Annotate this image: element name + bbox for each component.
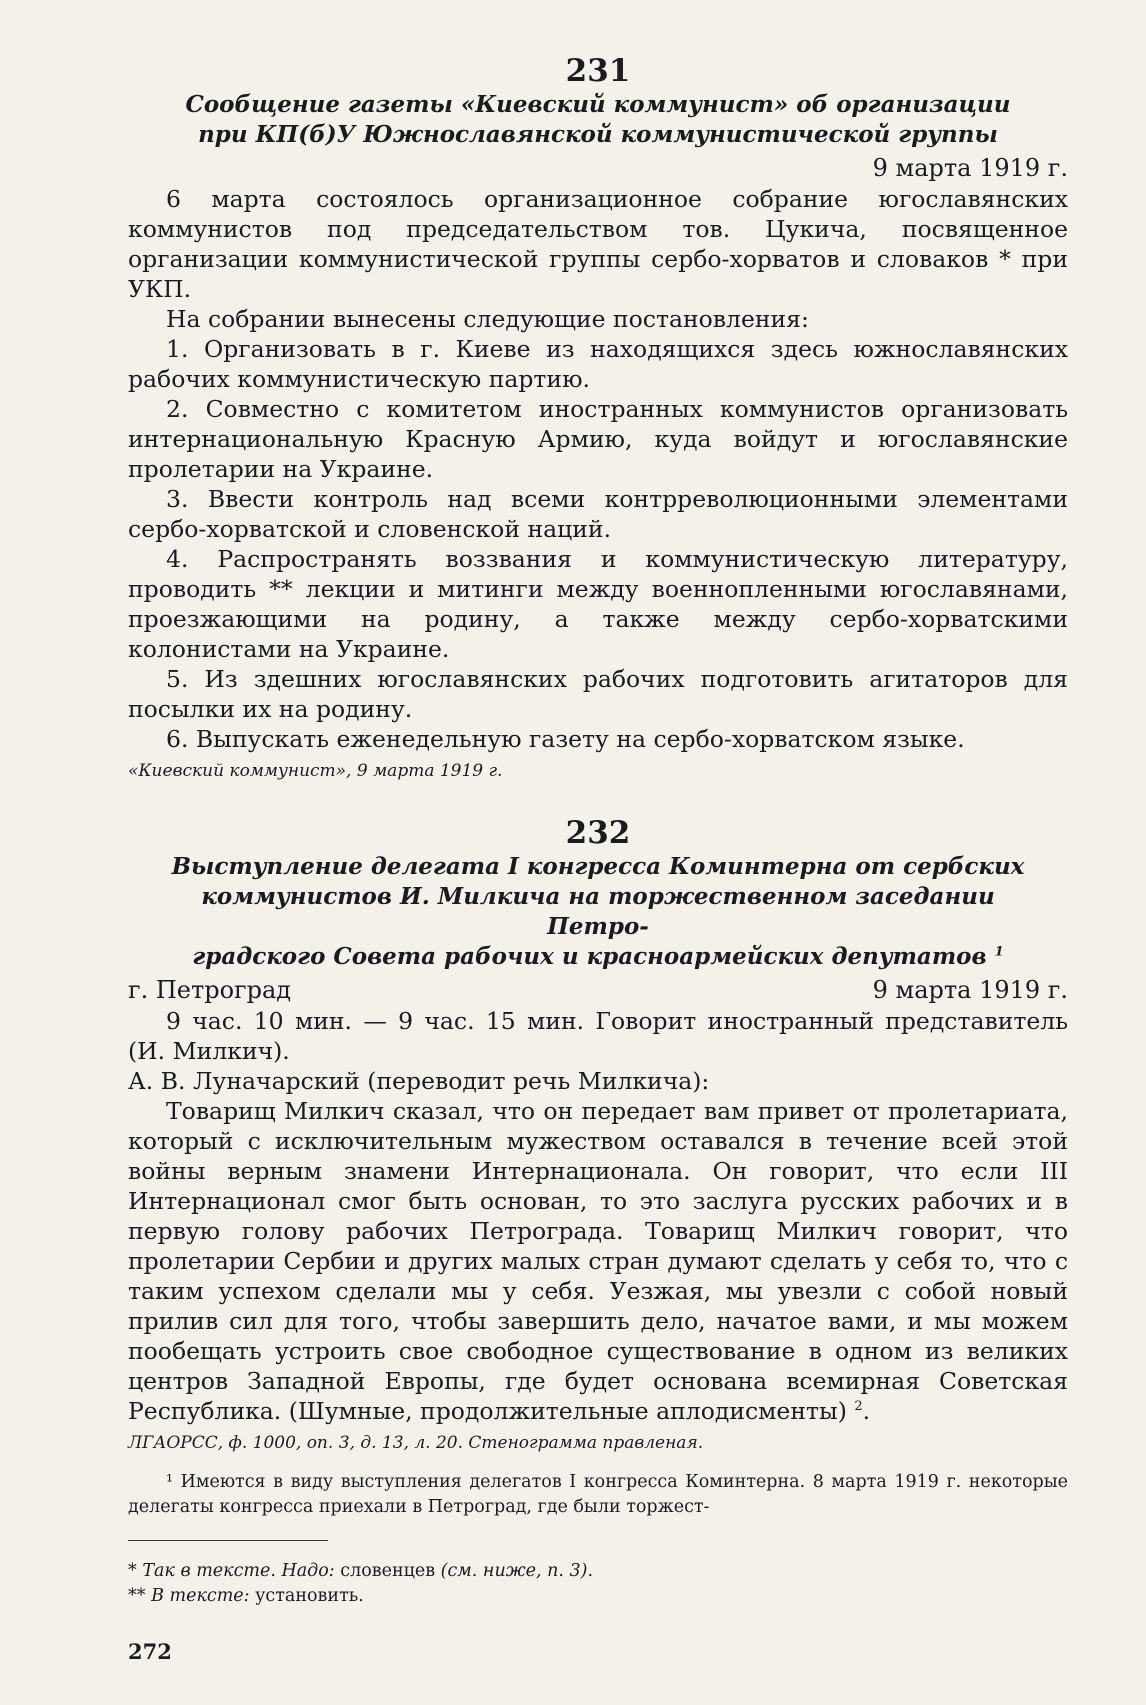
title-line: Сообщение газеты «Киевский коммунист» об организации: [185, 91, 1011, 118]
resolution-item: 1. Организовать в г. Киеве из находящихся здесь южнославянских рабочих коммунистическую партию.: [128, 335, 1068, 393]
paragraph: На собрании вынесены следующие постановления:: [166, 305, 809, 333]
document-title-231: [148, 90, 1048, 150]
footnote-text: словенцев: [340, 1561, 436, 1581]
footnote-italic: (см. ниже, п. 3).: [440, 1561, 594, 1581]
footnote: [128, 1584, 1068, 1609]
document-number-232: 232: [565, 815, 631, 851]
page: [128, 52, 1068, 1664]
footnote-italic: Так в тексте. Надо:: [142, 1561, 335, 1581]
speech-text: Товарищ Милкич сказал, что он передает вам привет от пролетариата, который с исключительным мужеством оставался в течение всей этой войны верным знамени Интернационала. Он говорит, что если III Интернационал смог быть основан, то это заслуга русских рабочих и в первую голову рабочих Петрограда. Товарищ Милкич говорит, что пролетарии Сербии и других малых стран думают сделать у себя то, что с таким успехом сделали мы у себя. Уезжая, мы увезли с собой новый прилив сил для того, чтобы завершить дело, начатое вами, и мы можем пообещать устроить свое свободное существование в одном из великих центров Западной Европы, где будет основана всемирная Советская Республика. (Шумные, продолжительные аплодисменты): [128, 1097, 1068, 1425]
resolution-item: 2. Совместно с комитетом иностранных коммунистов организовать интернациональную Красную Армию, куда войдут и югославянские пролетарии на Украине.: [128, 395, 1068, 483]
endnote: ¹ Имеются в виду выступления делегатов I конгресса Коминтерна. 8 марта 1919 г. некоторые делегаты конгресса приехали в Петроград, где были торжест-: [128, 1472, 1068, 1517]
footnote-mark: **: [128, 1586, 146, 1606]
title-line: при КП(б)У Южнославянской коммунистической группы: [198, 121, 998, 148]
speech-paragraph: Товарищ Милкич сказал, что он передает вам привет от пролетариата, который с исключительным мужеством оставался в течение всей этой войны верным знамени Интернационала. Он говорит, что если III Интернационал смог быть основан, то это заслуга русских рабочих и в первую голову рабочих Петрограда. Товарищ Милкич говорит, что пролетарии Сербии и других малых стран думают сделать у себя то, что с таким успехом сделали мы у себя. Уезжая, мы увезли с собой новый прилив сил для того, чтобы завершить дело, начатое вами, и мы можем пообещать устроить свое свободное существование в одном из великих центров Западной Европы, где будет основана всемирная Советская Республика. (Шумные, продолжительные аплодисменты) $^2$.: [128, 1097, 1068, 1425]
document-date: 9 марта 1919 г.: [872, 154, 1068, 182]
resolution-item: 5. Из здешних югославянских рабочих подготовить агитаторов для посылки их на родину.: [128, 665, 1068, 723]
title-line: градского Совета рабочих и красноармейских депутатов: [192, 943, 987, 970]
resolution-item: 4. Распространять воззвания и коммунистическую литературу, проводить ** лекции и митинги между военнопленными югославянами, проезжающими на родину, а также между сербо-хорватскими колонистами на Украине.: [128, 545, 1068, 663]
paragraph: 6 марта состоялось организационное собрание югославянских коммунистов под председательством тов. Цукича, посвященное организации коммунистической группы сербо-хорватов и словаков * при УКП.: [128, 185, 1068, 303]
place: г. Петроград: [128, 976, 292, 1004]
paragraph: 9 час. 10 мин. — 9 час. 15 мин. Говорит иностранный представитель (И. Милкич).: [128, 1007, 1068, 1065]
source-citation: «Киевский коммунист», 9 марта 1919 г.: [128, 761, 503, 781]
footnote-text: установить.: [255, 1586, 364, 1606]
footnote-ref: 2: [854, 1399, 863, 1415]
footnote-ref: 1: [994, 944, 1004, 960]
place-date-line: [128, 974, 1068, 1006]
footnote-italic: В тексте:: [151, 1586, 250, 1606]
source-citation: ЛГАОРСС, ф. 1000, оп. 3, д. 13, л. 20. Стенограмма правленая.: [128, 1433, 704, 1453]
footnote: [128, 1559, 1068, 1584]
footnote-mark: *: [128, 1561, 137, 1581]
title-line: коммунистов И. Милкича на торжественном заседании Петро-: [201, 883, 995, 940]
title-line: Выступление делегата I конгресса Коминтерна от сербских: [171, 853, 1025, 880]
document-number-231: 231: [565, 53, 631, 89]
document-title-232: [148, 852, 1048, 972]
footnote-divider: [128, 1540, 328, 1541]
resolution-item: 6. Выпускать еженедельную газету на сербо-хорватском языке.: [166, 725, 965, 753]
paragraph: А. В. Луначарский (переводит речь Милкича):: [128, 1067, 710, 1095]
resolution-item: 3. Ввести контроль над всеми контрреволюционными элементами сербо-хорватской и словенской наций.: [128, 485, 1068, 543]
document-date: 9 марта 1919 г.: [872, 976, 1068, 1004]
page-number: 272: [128, 1639, 172, 1664]
